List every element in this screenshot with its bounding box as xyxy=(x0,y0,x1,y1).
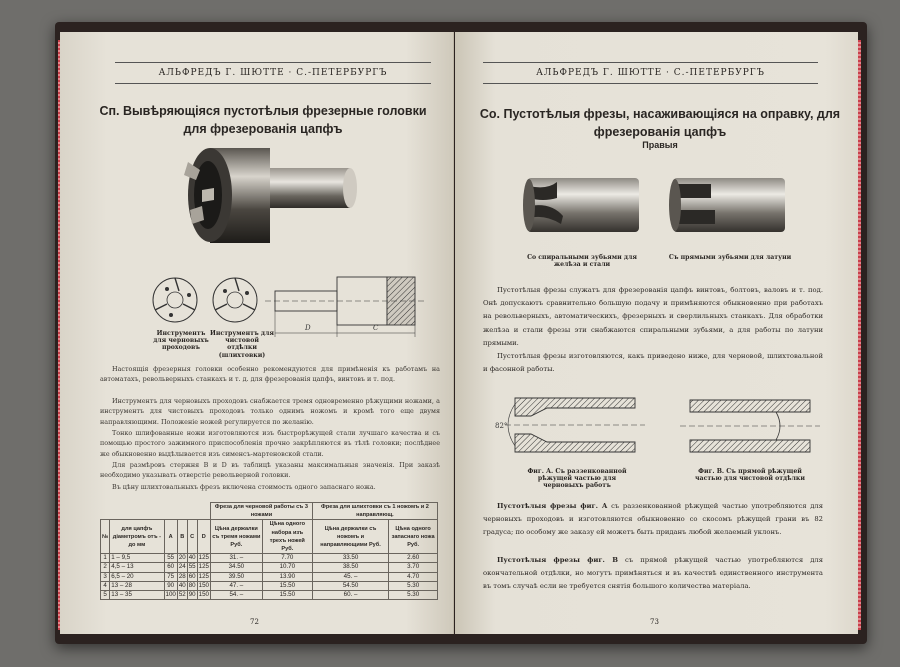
col-header-c: C xyxy=(187,520,197,554)
figure-b-text: съ прямой рѣжущей частью употребляются для окончательной отдѣлки, но могутъ примѣняться и въ качествѣ единственного инструмента въ томъ случаѣ если не требуется снятія большого количества матеріала. xyxy=(483,556,823,591)
table-cell: 7.70 xyxy=(262,554,312,563)
milling-head-photo xyxy=(170,140,370,262)
right-page-title: Со. Пустотѣлыя фрезы, насаживающіяся на оправку, для фрезерованія цапфъ xyxy=(479,107,841,139)
col-header-price-knife-set: Цѣна одного набора изъ трехъ ножей Руб. xyxy=(262,520,312,554)
table-cell: 31. – xyxy=(210,554,262,563)
figure-a-drawing xyxy=(495,390,645,460)
table-cell: 100 xyxy=(165,591,176,599)
caption-finishing-tool: Инструментъ для чистовой отдѣлки (шлихтовки) xyxy=(210,330,274,359)
table-cell: 80 xyxy=(188,581,196,589)
left-page xyxy=(60,32,454,634)
table-cell: 13 – 35 xyxy=(110,591,164,600)
table-cell: 55 xyxy=(188,563,196,571)
table-cell: 6,5 – 20 xyxy=(110,572,164,581)
table-cell: 15.50 xyxy=(262,581,312,590)
right-paragraph-figure-b xyxy=(483,554,823,594)
table-cell: 4.70 xyxy=(389,572,438,581)
price-table xyxy=(100,502,438,600)
right-paragraph-figure-a xyxy=(483,500,823,540)
table-cell: 3.70 xyxy=(389,563,438,572)
table-cell: 54.50 xyxy=(312,581,388,590)
left-page-title: Сп. Вывѣряющіяся пустотѣлыя фрезерные головки для фрезерованія цапфъ xyxy=(99,104,427,136)
table-cell: 1 xyxy=(101,554,110,563)
table-cell: 2.60 xyxy=(389,554,438,563)
table-cell: 60 xyxy=(164,563,177,572)
caption-spiral-mill: Со спиральными зубьями для желѣза и стали xyxy=(527,254,637,269)
table-cell: 4,5 – 13 xyxy=(110,563,164,572)
straight-mill-photo xyxy=(665,172,795,237)
table-cell: 2 xyxy=(101,563,110,572)
figure-a-text: съ раззенкованной рѣжущей частью употребляются для черновыхъ проходовъ и изготовляются обыкновенно со скосомъ рѣжущей грани въ 82 градуса; по особому же заказу ей можетъ быть приданъ любой желаемый уклонъ. xyxy=(483,502,824,537)
col-header-b: B xyxy=(177,520,187,554)
table-cell: 60. – xyxy=(312,591,388,600)
table-cell: 90 xyxy=(164,581,177,590)
table-cell: 39.50 xyxy=(210,572,262,581)
caption-figure-a: Фиг. А. Съ раззенкованной рѣжущей частью для черновыхъ работъ xyxy=(527,468,627,490)
left-paragraph-3: Тонко шлифованные ножи изготовляются изъ быстрорѣжущей стали лучшаго качества и съ помощью простого зажимного приспособленія прочно закрѣпляются въ тѣлѣ головки; послѣднее же обыкновенно выдѣлывается изъ сименсъ-мартеновской стали. xyxy=(100,429,440,458)
table-row xyxy=(101,572,438,581)
table-row xyxy=(101,563,438,572)
left-paragraph-4: Для размѣровъ стержня В и D въ таблицѣ указаны максимальныя значенія. При заказѣ необходимо указывать отверстіе револьверной головки. xyxy=(100,461,440,480)
table-cell: 10.70 xyxy=(262,563,312,572)
left-paragraph-1: Настоящія фрезерныя головки особенно рекомендуются для примѣненія къ работамъ на автоматахъ, револьверныхъ станкахъ и т. д. для фрезерованія цапфъ, винтовъ и т. под. xyxy=(100,365,440,384)
left-paragraph-5: Въ цѣну шлихтовальныхъ фрезъ включена стоимость одного запаснаго ножа. xyxy=(112,483,376,491)
right-page-subtitle: Правыя xyxy=(642,140,678,150)
col-header-diameter: для цапфъ діаметромъ отъ - до мм xyxy=(110,520,164,554)
col-header-d: D xyxy=(197,520,210,554)
dimension-label-d: D xyxy=(305,324,311,332)
table-cell: 125 xyxy=(198,572,209,580)
table-cell: 90 xyxy=(188,591,196,599)
table-cell: 5 xyxy=(101,591,110,600)
right-page xyxy=(455,32,858,634)
right-paragraph-2: Пустотѣлыя фрезы изготовляются, какъ приведено ниже, для черновой, шлихтовальной и фасонной работы. xyxy=(483,352,823,374)
table-cell: 54. – xyxy=(210,591,262,600)
table-cell: 150 xyxy=(198,591,209,599)
side-section-drawing xyxy=(265,267,435,342)
left-page-header: АЛЬФРЕДЪ Г. ШЮТТЕ · С.-ПЕТЕРБУРГЪ xyxy=(115,62,431,84)
table-cell: 125 xyxy=(198,563,209,571)
table-cell: 13.90 xyxy=(262,572,312,581)
table-cell: 55 xyxy=(164,554,177,563)
caption-figure-b: Фиг. В. Съ прямой рѣжущей частью для чистовой отдѣлки xyxy=(695,468,805,483)
table-cell: 15.50 xyxy=(262,591,312,600)
right-page-header: АЛЬФРЕДЪ Г. ШЮТТЕ · С.-ПЕТЕРБУРГЪ xyxy=(483,62,818,84)
table-cell: 28 xyxy=(178,572,186,580)
table-row xyxy=(101,554,438,563)
table-row xyxy=(101,581,438,590)
finishing-tool-drawing xyxy=(205,275,265,325)
figure-a-lead: Пустотѣлыя фрезы фиг. А xyxy=(497,502,608,510)
table-cell: 47. – xyxy=(210,581,262,590)
angle-label: 82° xyxy=(495,422,508,430)
col-header-no: № xyxy=(101,520,110,554)
table-cell: 40 xyxy=(188,554,196,562)
col-header-price-holder-3: Цѣна держалки съ тремя ножами Руб. xyxy=(210,520,262,554)
table-cell: 33.50 xyxy=(312,554,388,563)
table-cell: 24 xyxy=(178,563,186,571)
table-cell: 5.30 xyxy=(389,591,438,600)
table-cell: 38.50 xyxy=(312,563,388,572)
table-row xyxy=(101,591,438,600)
table-cell: 52 xyxy=(178,591,186,599)
figure-b-drawing xyxy=(680,390,820,460)
left-page-number: 72 xyxy=(250,618,259,626)
table-cell: 13 – 28 xyxy=(110,581,164,590)
table-cell: 125 xyxy=(198,554,209,562)
table-cell: 3 xyxy=(101,572,110,581)
col-header-price-holder-1: Цѣна держалки съ ножомъ и направляющими Руб. xyxy=(312,520,388,554)
table-cell: 1 – 9,5 xyxy=(110,554,164,563)
table-cell: 75 xyxy=(164,572,177,581)
col-header-a: A xyxy=(164,520,177,554)
left-paragraph-2: Инструментъ для черновыхъ проходовъ снабжается тремя одновременно рѣжущими ножами, а инструментъ для чистовыхъ проходовъ только однимъ ножомъ и кромѣ того еще двумя направляющими. Положеніе ножей регулируется по желанію. xyxy=(100,397,440,426)
col-header-price-spare-knife: Цѣна одного запаснаго ножа Руб. xyxy=(389,520,438,554)
figure-b-lead: Пустотѣлыя фрезы фиг. В xyxy=(497,556,618,564)
caption-straight-mill: Съ прямыми зубьями для латуни xyxy=(668,254,792,261)
right-page-number: 73 xyxy=(650,618,659,626)
dimension-label-c: C xyxy=(373,324,379,332)
caption-roughing-tool: Инструментъ для черновыхъ проходовъ xyxy=(153,330,209,352)
table-cell: 5.30 xyxy=(389,581,438,590)
group-header-roughing: Фреза для черновой работы съ 3 ножами xyxy=(210,503,312,520)
table-cell: 34.50 xyxy=(210,563,262,572)
group-header-finishing: Фреза для шлихтовки съ 1 ножомъ и 2 направляющ. xyxy=(312,503,437,520)
table-cell: 40 xyxy=(178,581,186,589)
table-cell: 4 xyxy=(101,581,110,590)
table-cell: 45. – xyxy=(312,572,388,581)
table-cell: 150 xyxy=(198,581,209,589)
table-cell: 60 xyxy=(188,572,196,580)
table-cell: 20 xyxy=(178,554,186,562)
roughing-tool-drawing xyxy=(145,275,205,325)
right-paragraph-1: Пустотѣлыя фрезы служатъ для фрезерованія цапфъ винтовъ, болтовъ, валовъ и т. под. Онѣ допускаютъ сравнительно большую подачу и примѣняются обыкновенно при работахъ на револьверныхъ, автоматическихъ, фрезерныхъ и сверлильныхъ станкахъ. Для обработки желѣза и стали фрезы эти снабжаются спиральными зубьями, а для работы по латуни прямыми. xyxy=(483,286,823,347)
spiral-mill-photo xyxy=(517,172,647,237)
